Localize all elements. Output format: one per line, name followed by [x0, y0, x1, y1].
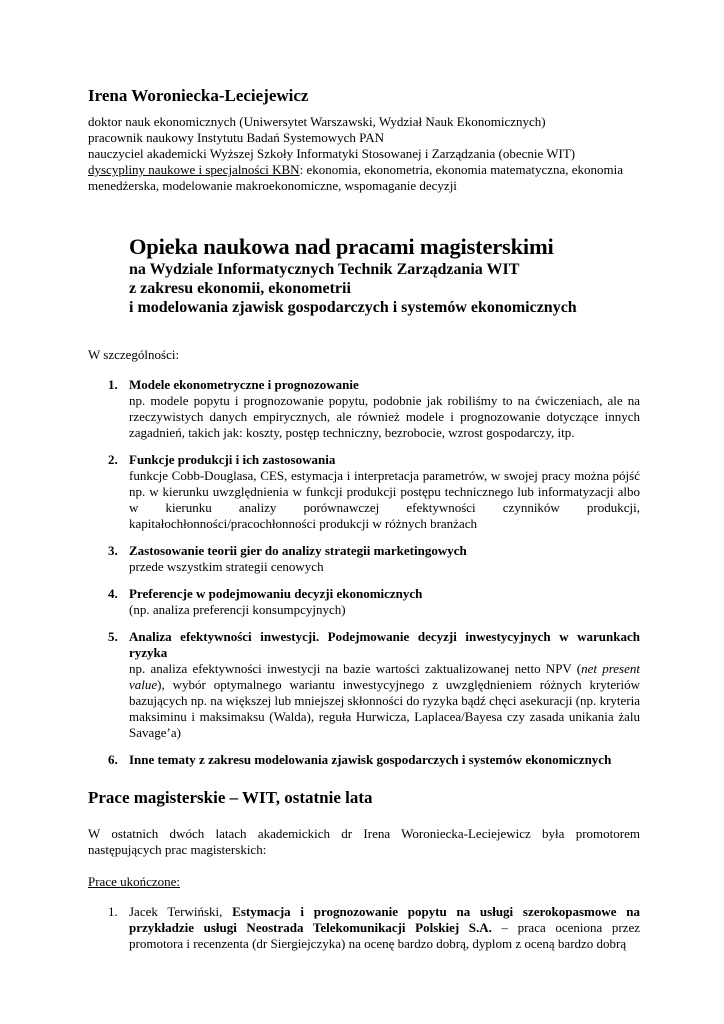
- thesis-item: [88, 904, 640, 952]
- theses-intro: W ostatnich dwóch latach akademickich dr Irena Woroniecka-Leciejewicz była promotorem następujących prac magisterskich:: [88, 826, 640, 857]
- topic-title: Analiza efektywności inwestycji. Podejmowanie decyzji inwestycyjnych w warunkach ryzyka: [129, 629, 640, 660]
- main-title: Opieka naukowa nad pracami magisterskimi: [129, 234, 554, 259]
- disciplines-text: : ekonomia, ekonometria, ekonomia matematyczna, ekonomia menedżerska, modelowanie makroekonomiczne, wspomaganie decyzji: [88, 162, 624, 193]
- intro-text: W szczególności:: [88, 347, 180, 362]
- topic-title: Modele ekonometryczne i prognozowanie: [129, 377, 359, 392]
- thesis-details: – praca oceniona przez promotora i recenzenta (dr Siergiejczyka) na ocenę bardzo dobrą, dyplom z oceną bardzo dobrą: [129, 920, 640, 951]
- topic-description: [129, 661, 640, 741]
- topic-number: 5.: [108, 629, 118, 644]
- topic-description-part: ), wybór optymalnego wariantu inwestycyjnego z uwzględnieniem różnych kryteriów bazujących np. na większej lub mniejszej skłonności do ryzyka bądź chęci asekuracji (np. kryteria maksiminu i maksimaksu (Walda), reguła Hurwicza, Laplacea/Bayesa czy zasada unikania żalu Savage’a): [129, 677, 640, 740]
- topic-item: [88, 543, 640, 575]
- topic-item: [88, 752, 640, 768]
- topic-description-part: np. analiza efektywności inwestycji na bazie wartości zaktualizowanej netto NPV (: [129, 661, 582, 676]
- topic-description-italic: net present value: [129, 661, 640, 692]
- topic-number: 2.: [108, 452, 118, 467]
- author-name: Irena Woroniecka-Leciejewicz: [88, 86, 309, 105]
- topic-description: (np. analiza preferencji konsumpcyjnych): [129, 602, 346, 617]
- topic-description: np. modele popytu i prognozowanie popytu, podobnie jak robiliśmy to na ćwiczeniach, ale na rzeczywistych danych empirycznych, ale również modele i prognozowanie dotyczące innych zagadnień, takich jak: koszty, postęp techniczny, bezrobocie, wzrost gospodarczy, itp.: [129, 393, 640, 440]
- thesis-number: 1.: [108, 904, 118, 919]
- topic-description: funkcje Cobb-Douglasa, CES, estymacja i interpretacja parametrów, w swojej pracy można pójść np. w kierunku uwzględnienia w funkcji produkcji postępu technicznego lub informatyzacji albo w kierunku analizy porównawczej efektywności czynników produkcji, kapitałochłonności/pracochłonności produkcji w różnych branżach: [129, 468, 640, 531]
- topic-title: Inne tematy z zakresu modelowania zjawisk gospodarczych i systemów ekonomicznych: [129, 752, 612, 767]
- subtitle-scope: z zakresu ekonomii, ekonometrii: [129, 280, 351, 297]
- thesis-author: Jacek Terwiński,: [129, 904, 233, 919]
- topic-item: [88, 629, 640, 741]
- author-position: pracownik naukowy Instytutu Badań Systemowych PAN: [88, 130, 384, 145]
- topic-number: 6.: [108, 752, 118, 767]
- topic-item: [88, 377, 640, 441]
- disciplines-label: dyscypliny naukowe i specjalności KBN: [88, 162, 300, 177]
- topic-number: 4.: [108, 586, 118, 601]
- topics-list: [88, 377, 640, 768]
- thesis-title: Estymacja i prognozowanie popytu na usługi szerokopasmowe na przykładzie usługi Neostrada Telekomunikacji Polskiej S.A.: [129, 904, 640, 935]
- topic-description: przede wszystkim strategii cenowych: [129, 559, 324, 574]
- topic-title: Preferencje w podejmowaniu decyzji ekonomicznych: [129, 586, 423, 601]
- topic-title: Zastosowanie teorii gier do analizy strategii marketingowych: [129, 543, 467, 558]
- author-teaching: nauczyciel akademicki Wyższej Szkoły Informatyki Stosowanej i Zarządzania (obecnie WIT): [88, 146, 576, 161]
- author-degree: doktor nauk ekonomicznych (Uniwersytet Warszawski, Wydział Nauk Ekonomicznych): [88, 114, 546, 129]
- subtitle-modelling: i modelowania zjawisk gospodarczych i systemów ekonomicznych: [129, 299, 577, 316]
- subtitle-faculty: na Wydziale Informatycznych Technik Zarządzania WIT: [129, 261, 520, 278]
- author-disciplines: [88, 162, 640, 194]
- theses-section-title: Prace magisterskie – WIT, ostatnie lata: [88, 788, 373, 807]
- theses-list: [88, 904, 640, 952]
- topic-title: Funkcje produkcji i ich zastosowania: [129, 452, 336, 467]
- topic-item: [88, 452, 640, 532]
- topic-number: 1.: [108, 377, 118, 392]
- topic-item: [88, 586, 640, 618]
- document-page: [88, 86, 640, 952]
- completed-theses-label: Prace ukończone:: [88, 874, 181, 889]
- topic-number: 3.: [108, 543, 118, 558]
